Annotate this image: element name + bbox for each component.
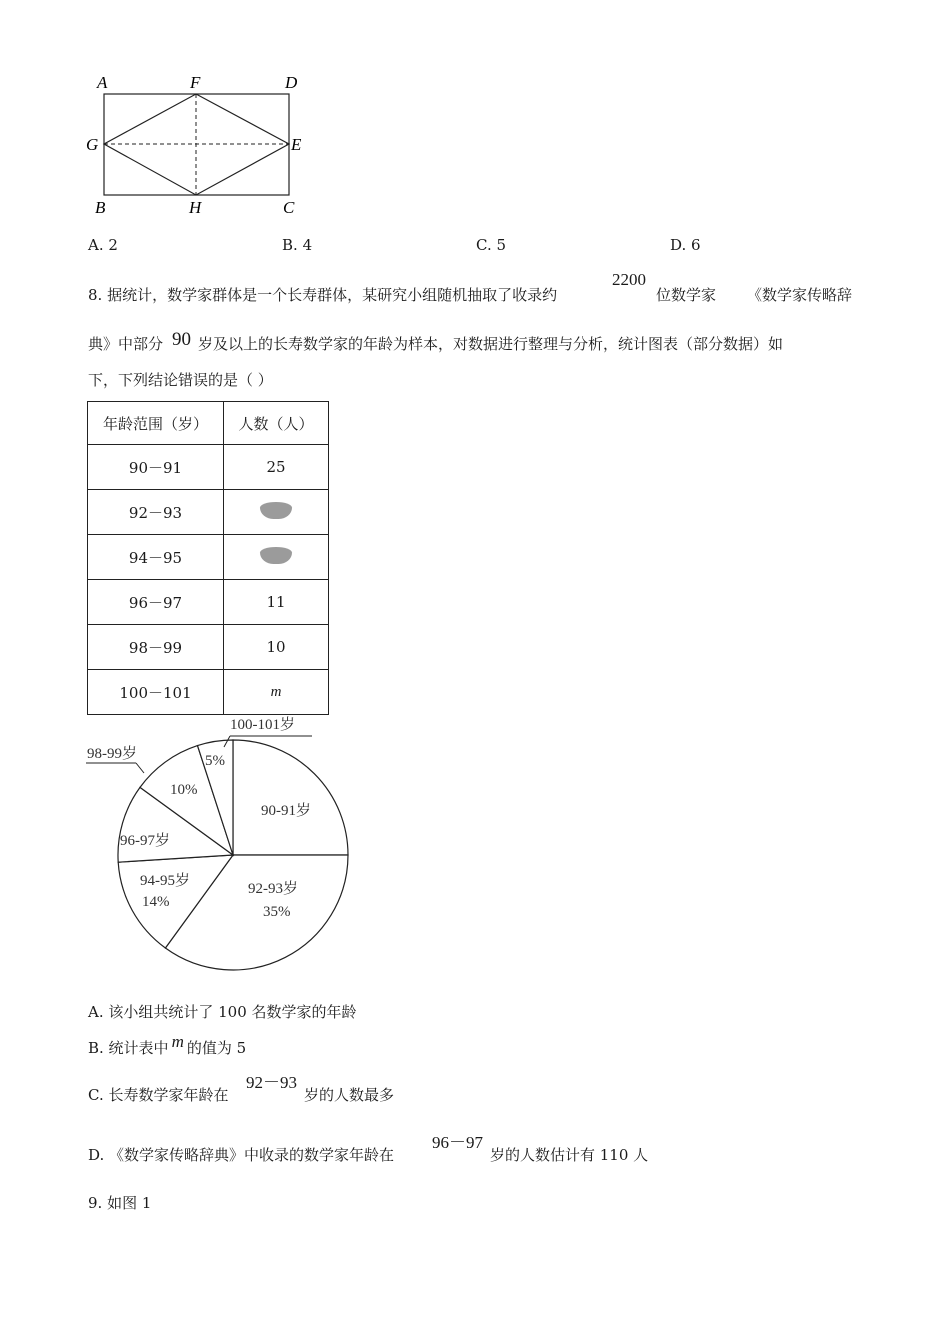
- slice-label-100-101: 100-101岁: [230, 717, 295, 733]
- table-row: 100－101 m: [88, 670, 329, 715]
- slice-label-96-97: 96-97岁: [120, 833, 170, 849]
- ink-blot-smudge: [260, 547, 292, 564]
- slice-label-94-95: 94-95岁: [140, 873, 190, 889]
- table-row: 90－91 25: [88, 445, 329, 490]
- label-h: H: [189, 198, 202, 217]
- label-g: G: [86, 135, 99, 154]
- label-d: D: [285, 73, 298, 92]
- answer-a[interactable]: A. 该小组共统计了 100 名数学家的年龄: [88, 1003, 357, 1021]
- label-e: E: [291, 135, 302, 154]
- slice-label-98-99: 98-99岁: [87, 746, 137, 762]
- table-header-row: [88, 402, 329, 445]
- q7-option-b[interactable]: B. 4: [282, 236, 313, 254]
- callout-leader-98-99: [136, 763, 144, 773]
- slice-pct-100-101: 5%: [205, 753, 225, 769]
- table-row: 94－95: [88, 535, 329, 580]
- label-a: A: [97, 73, 108, 92]
- rectangle-figure: [80, 70, 320, 220]
- answer-d[interactable]: D. 《数学家传略辞典》中收录的数学家年龄在: [88, 1146, 395, 1164]
- stats-table: [87, 401, 329, 715]
- label-b: B: [95, 198, 106, 217]
- header-count: 人数（人）: [224, 402, 329, 445]
- answer-b[interactable]: B. 统计表中 m 的值为 5: [88, 1032, 247, 1057]
- table-row: 96－97 11: [88, 580, 329, 625]
- answer-c-post: 岁的人数最多: [304, 1086, 395, 1104]
- slice-pct-92-93: 35%: [263, 904, 291, 920]
- label-f: F: [190, 73, 201, 92]
- answer-d-post: 岁的人数估计有 110 人: [490, 1146, 649, 1164]
- q8-number-90: 90: [172, 329, 191, 350]
- pie-slice-90-91: [233, 740, 348, 855]
- q8-line2-b: 岁及以上的长寿数学家的年龄为样本，对数据进行整理与分析，统计图表（部分数据）如: [198, 335, 784, 353]
- q8-line3: 下，下列结论错误的是（ ）: [88, 371, 273, 389]
- answer-c[interactable]: C. 长寿数学家年龄在: [88, 1086, 229, 1104]
- slice-pct-94-95: 14%: [142, 894, 170, 910]
- q9-heading: 9. 如图 1: [88, 1194, 152, 1212]
- label-c: C: [283, 198, 295, 217]
- q8-number-2200: 2200: [612, 270, 646, 289]
- q8-line1-b: 位数学家: [656, 286, 717, 304]
- q8-line1: 8. 据统计，数学家群体是一个长寿群体，某研究小组随机抽取了收录约: [88, 286, 558, 304]
- table-row: 98－99 10: [88, 625, 329, 670]
- pie-chart: [80, 705, 370, 980]
- q7-option-d[interactable]: D. 6: [670, 236, 701, 254]
- ink-blot-smudge: [260, 502, 292, 519]
- q7-option-c[interactable]: C. 5: [476, 236, 507, 254]
- q8-line1-c: 《数学家传略辞: [747, 286, 853, 304]
- answer-d-range: 96－97: [432, 1133, 483, 1152]
- q7-option-a[interactable]: A. 2: [88, 236, 118, 254]
- answer-c-range: 92－93: [246, 1073, 297, 1092]
- slice-pct-98-99: 10%: [170, 782, 198, 798]
- slice-label-90-91: 90-91岁: [261, 803, 311, 819]
- slice-label-92-93: 92-93岁: [248, 881, 298, 897]
- q8-line2-a: 典》中部分: [88, 335, 164, 353]
- header-range: 年龄范围（岁）: [88, 402, 224, 445]
- table-row: 92－93: [88, 490, 329, 535]
